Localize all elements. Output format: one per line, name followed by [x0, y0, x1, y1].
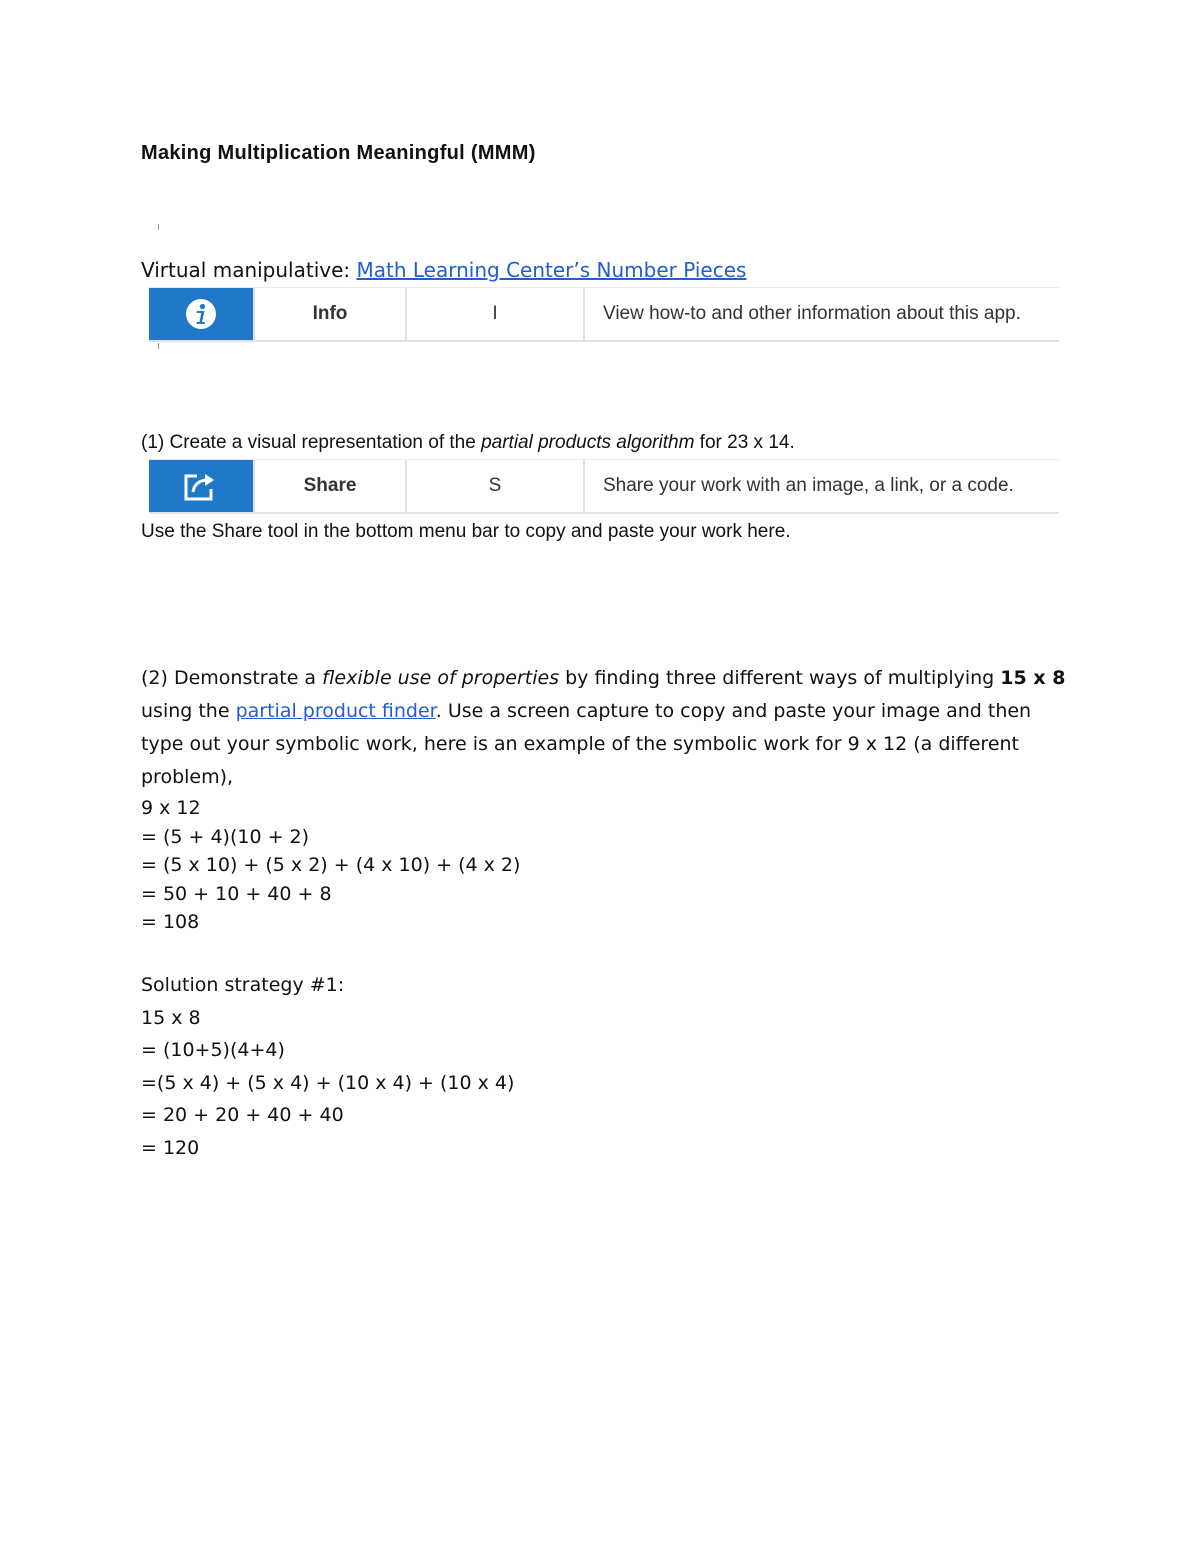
number-pieces-link[interactable]: Math Learning Center’s Number Pieces [356, 258, 747, 282]
question-2-part2: by finding three different ways of multiplying [559, 667, 1001, 689]
question-2-problem: 15 x 8 [1000, 667, 1066, 689]
example-work-line: = (5 x 10) + (5 x 2) + (4 x 10) + (4 x 2) [141, 854, 521, 876]
share-tool-name: Share [253, 460, 405, 512]
partial-product-finder-link[interactable]: partial product finder [235, 700, 436, 722]
example-work-line: 9 x 12 [141, 797, 201, 819]
virtual-manipulative-line [141, 258, 746, 282]
solution-line: = (10+5)(4+4) [141, 1039, 285, 1061]
solution-line: = 120 [141, 1136, 200, 1159]
share-icon [181, 469, 221, 503]
example-work-line: = 50 + 10 + 40 + 8 [141, 882, 332, 905]
share-tool-shortcut: S [405, 460, 583, 512]
tick-mark [158, 224, 159, 230]
question-1-prefix: (1) Create a visual representation of the [141, 432, 482, 453]
question-2-part1: (2) Demonstrate a [141, 667, 323, 689]
info-tool-shortcut: I [405, 288, 583, 340]
question-2-emphasis: flexible use of properties [322, 667, 560, 689]
info-icon-cell [149, 288, 253, 340]
question-2-part4: . Use a screen capture to copy and paste your image and then type out your symbolic work, here is an example of the symbolic work for 9 x 12 (a different problem), [141, 700, 1032, 788]
example-work [141, 794, 520, 937]
question-1 [141, 432, 795, 454]
share-tool-row [149, 459, 1059, 514]
info-icon [184, 297, 218, 331]
virtual-manipulative-label: Virtual manipulative: [141, 258, 357, 282]
question-2-part3: using the [141, 700, 236, 722]
question-1-emphasis: partial products algorithm [481, 432, 695, 453]
solution-line: =(5 x 4) + (5 x 4) + (10 x 4) + (10 x 4) [141, 1071, 515, 1094]
share-icon-cell [149, 460, 253, 512]
question-2 [141, 662, 1071, 794]
document-title: Making Multiplication Meaningful (MMM) [141, 142, 536, 164]
info-tool-row [149, 287, 1059, 342]
solution-strategy-1 [141, 969, 514, 1164]
info-tool-description: View how-to and other information about this app. [583, 288, 1059, 340]
solution-heading: Solution strategy #1: [141, 974, 345, 996]
solution-line: = 20 + 20 + 40 + 40 [141, 1104, 344, 1126]
example-work-line: = 108 [141, 911, 200, 933]
share-hint: Use the Share tool in the bottom menu bar to copy and paste your work here. [141, 521, 791, 542]
solution-line: 15 x 8 [141, 1006, 201, 1029]
example-work-line: = (5 + 4)(10 + 2) [141, 825, 310, 848]
question-1-suffix: for 23 x 14. [694, 432, 795, 453]
tick-mark [158, 343, 159, 349]
info-tool-name: Info [253, 288, 405, 340]
share-tool-description: Share your work with an image, a link, or a code. [583, 460, 1059, 512]
